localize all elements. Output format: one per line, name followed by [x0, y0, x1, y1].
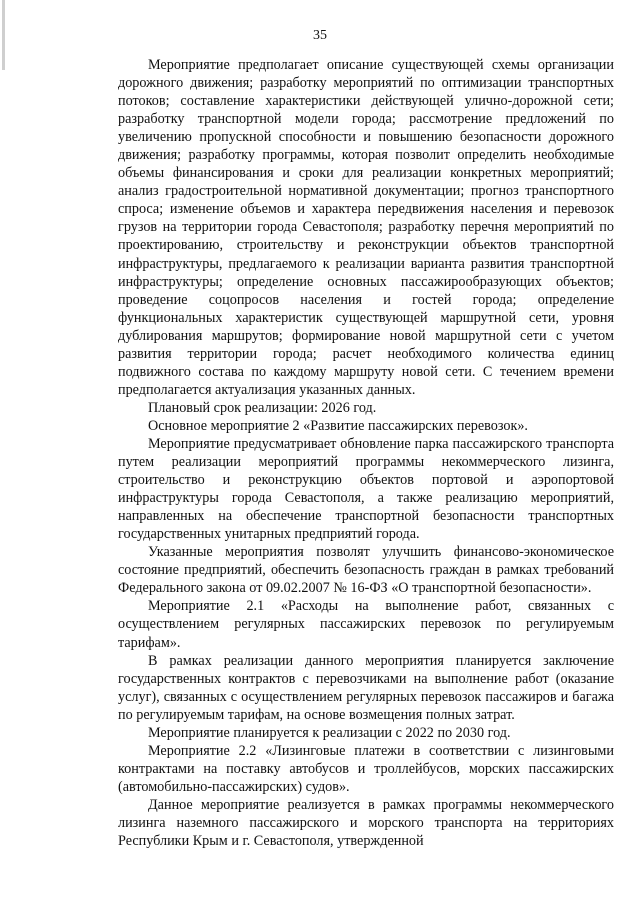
document-body: [118, 56, 614, 850]
paragraph-main-measure-2: Основное мероприятие 2 «Развитие пассажирских перевозок».: [148, 417, 528, 434]
paragraph-implementation-period: Мероприятие планируется к реализации с 2022 по 2030 год.: [148, 724, 511, 741]
paragraph-planned-deadline: Плановый срок реализации: 2026 год.: [148, 399, 377, 416]
paragraph-contracts: В рамках реализации данного мероприятия планируется заключение государственных контрактов с перевозчиками на выполнение работ (оказание услуг), связанных с осуществлением регулярных перевозок пассажиров и багажа по регулируемым тарифам, на основе возмещения полных затрат.: [118, 652, 614, 723]
paragraph-leasing-program: Данное мероприятие реализуется в рамках программы некоммерческого лизинга наземного пассажирского и морского транспорта на территориях Республики Крым и г. Севастополя, утвержденной: [118, 796, 614, 850]
page-number: 35: [313, 28, 327, 43]
paragraph-measure-description: Мероприятие предполагает описание существующей схемы организации дорожного движения; разработку мероприятий по оптимизации транспортных потоков; составление характеристики действующей улично-дорожной сети; разработку транспортной модели города; рассмотрение предложений по увеличению пропускной способности и повышению безопасности дорожного движения; разработку программы, которая позволит определить необходимые объемы финансирования и сроки для реализации конкретных мероприятий; анализ градостроительной нормативной документации; прогноз транспортного спроса; изменение объемов и характера передвижения населения и перевозок грузов на территории города Севастополя; разработку перечня мероприятий по проектированию, строительству и реконструкции объектов транспортной инфраструктуры, предлагаемого к реализации варианта развития транспортной инфраструктуры; определение основных пассажирообразующих объектов; проведение соцопросов населения и гостей города; определение функциональных характеристик существующей маршрутной сети, уровня дублирования маршрутов; формирование новой маршрутной сети с учетом развития территории города; расчет необходимого количества единиц подвижного состава по каждому маршруту новой сети. С течением времени предполагается актуализация указанных данных.: [118, 57, 614, 398]
paragraph-measure-2-1: Мероприятие 2.1 «Расходы на выполнение работ, связанных с осуществлением регулярных пассажирских перевозок по регулируемым тарифам».: [118, 598, 614, 651]
paragraph-fleet-renewal: Мероприятие предусматривает обновление парка пассажирского транспорта путем реализации мероприятий программы некоммерческого лизинга, строительство и реконструкцию объектов портовой и аэропортовой инфраструктуры города Севастополя, а также реализацию мероприятий, направленных на обеспечение транспортной безопасности транспортных государственных унитарных предприятий города.: [118, 435, 614, 543]
paragraph-measure-2-2: Мероприятие 2.2 «Лизинговые платежи в соответствии с лизинговыми контрактами на поставку автобусов и троллейбусов, морских пассажирских (автомобильно-пассажирских) судов».: [118, 742, 614, 795]
paragraph-measures-effect: Указанные мероприятия позволят улучшить финансово-экономическое состояние предприятий, обеспечить безопасность граждан в рамках требований Федерального закона от 09.02.2007 № 16-ФЗ «О транспортной безопасности».: [118, 544, 614, 597]
